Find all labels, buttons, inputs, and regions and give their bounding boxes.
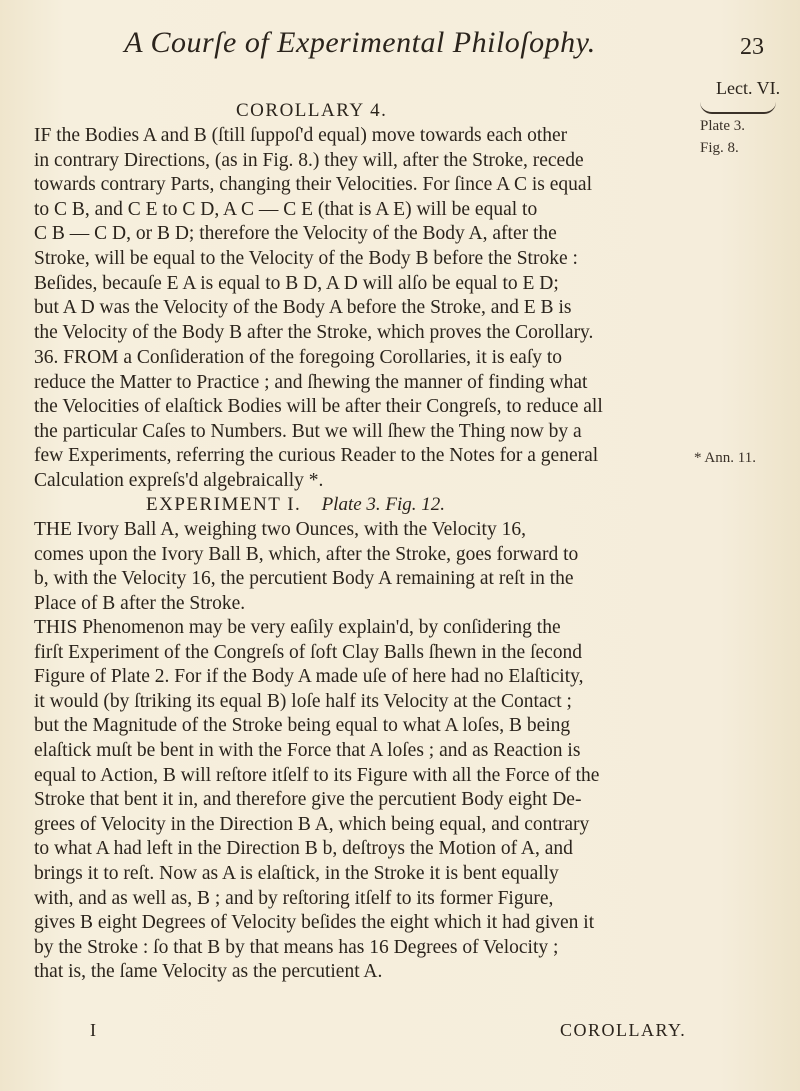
text-line: grees of Velocity in the Direction B A, which being equal, and contrary	[34, 813, 590, 835]
corollary-heading: COROLLARY 4.	[236, 100, 388, 121]
text-line: it would (by ſtriking its equal B) loſe half its Velocity at the Contact ;	[34, 690, 572, 712]
text-line: but the Magnitude of the Stroke being equal to what A loſes, B being	[34, 715, 571, 737]
experiment-heading	[146, 494, 445, 516]
text-line: in contrary Directions, (as in Fig. 8.) they will, after the Stroke, recede	[34, 149, 584, 171]
text-line: to what A had left in the Direction B b, deſtroys the Motion of A, and	[34, 838, 573, 860]
text-line: by the Stroke : ſo that B by that means has 16 Degrees of Velocity ;	[34, 936, 559, 958]
brace-mark	[700, 102, 776, 114]
text-line: THE Ivory Ball A, weighing two Ounces, with the Velocity 16,	[34, 519, 526, 540]
margin-note-footnote: * Ann. 11.	[694, 450, 756, 466]
catchword: COROLLARY.	[560, 1020, 687, 1040]
text-line: gives B eight Degrees of Velocity beſides the eight which it had given it	[34, 912, 595, 934]
text-line: that is, the ſame Velocity as the percutient A.	[34, 961, 383, 983]
text-line: elaſtick muſt be bent in with the Force that A loſes ; and as Reaction is	[34, 739, 581, 761]
experiment-label: EXPERIMENT I.	[146, 494, 302, 515]
text-line: towards contrary Parts, changing their Velocities. For ſince A C is equal	[34, 174, 592, 196]
text-line: equal to Action, B will reſtore itſelf to its Figure with all the Force of the	[34, 764, 600, 786]
text-line: the particular Caſes to Numbers. But we will ſhew the Thing now by a	[34, 420, 582, 442]
margin-note-plate: Plate 3.	[700, 118, 745, 134]
paragraph-corollary-4	[34, 124, 690, 345]
signature-mark: I	[90, 1020, 96, 1040]
text-line: C B — C D, or B D; therefore the Velocity of the Body A, after the	[34, 223, 557, 245]
experiment-plate-ref: Plate 3. Fig. 12.	[321, 494, 446, 515]
lecture-reference: Lect. VI.	[716, 78, 781, 98]
text-line: Calculation expreſs'd algebraically *.	[34, 469, 324, 491]
paragraph-phenomenon	[34, 616, 690, 985]
text-line: Stroke that bent it in, and therefore give the percutient Body eight De-	[34, 789, 582, 811]
text-line: the Velocities of elaſtick Bodies will be after their Congreſs, to reduce all	[34, 396, 603, 418]
text-line: with, and as well as, B ; and by reſtoring itſelf to its former Figure,	[34, 887, 554, 909]
margin-note-figure: Fig. 8.	[700, 140, 739, 156]
text-line: brings it to reſt. Now as A is elaſtick, in the Stroke it is bent equally	[34, 862, 559, 884]
text-line: few Experiments, referring the curious Reader to the Notes for a general	[34, 445, 599, 467]
text-line: Place of B after the Stroke.	[34, 592, 246, 614]
text-line: firſt Experiment of the Congreſs of ſoft Clay Balls ſhewn in the ſecond	[34, 641, 583, 663]
text-line: comes upon the Ivory Ball B, which, after the Stroke, goes forward to	[34, 543, 579, 565]
text-line: to C B, and C E to C D, A C — C E (that is A E) will be equal to	[34, 198, 538, 220]
text-line: but A D was the Velocity of the Body A before the Stroke, and E B is	[34, 297, 572, 319]
paragraph-36	[34, 346, 690, 494]
paragraph-experiment-1	[34, 518, 690, 616]
text-line: Stroke, will be equal to the Velocity of the Body B before the Stroke :	[34, 247, 578, 269]
text-line: Figure of Plate 2. For if the Body A made uſe of here had no Elaſticity,	[34, 666, 584, 688]
text-line: reduce the Matter to Practice ; and ſhewing the manner of finding what	[34, 371, 588, 393]
text-line: 36. FROM a Conſideration of the foregoing Corollaries, it is eaſy to	[34, 347, 563, 368]
text-line: IF the Bodies A and B (ſtill ſuppoſ'd equal) move towards each other	[34, 125, 568, 146]
text-line: Beſides, becauſe E A is equal to B D, A D will alſo be equal to E D;	[34, 272, 559, 294]
text-line: the Velocity of the Body B after the Stroke, which proves the Corollary.	[34, 321, 594, 343]
running-title: A Courſe of Experimental Philoſophy.	[124, 26, 596, 59]
page-number: 23	[740, 34, 764, 60]
text-line: b, with the Velocity 16, the percutient Body A remaining at reſt in the	[34, 568, 574, 590]
text-line: THIS Phenomenon may be very eaſily explain'd, by conſidering the	[34, 617, 561, 638]
